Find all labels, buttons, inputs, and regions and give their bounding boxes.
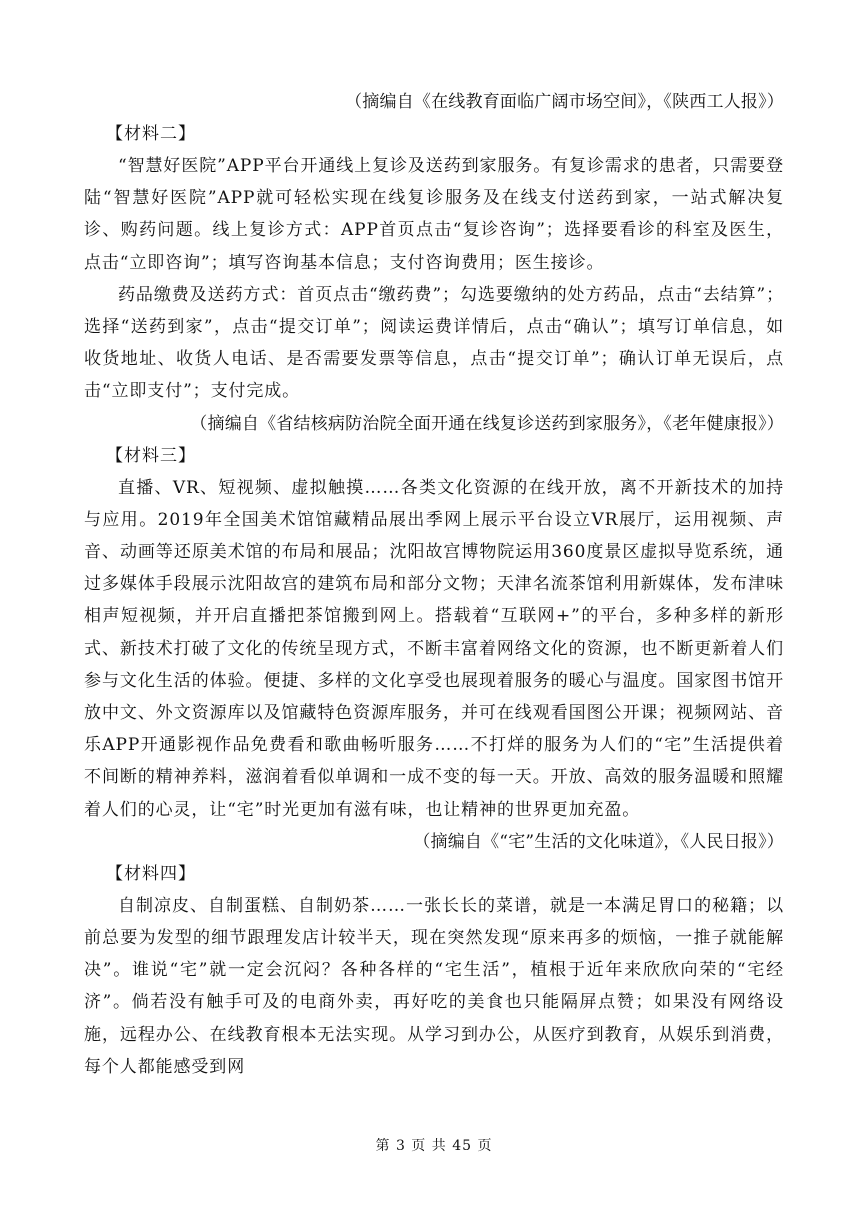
material-3-paragraph-1: 直播、VR、短视频、虚拟触摸……各类文化资源的在线开放，离不开新技术的加持与应用。2019年全国美术馆馆藏精品展出季网上展示平台设立VR展厅，运用视频、声音、动画等还原美术馆的布局和展品；沈阳故宫博物院运用360度景区虚拟导览系统，通过多媒体手段展示沈阳故宫的建筑布局和部分文物；天津名流茶馆利用新媒体，发布津味相声短视频，并开启直播把茶馆搬到网上。搭载着“互联网+”的平台，多种多样的新形式、新技术打破了文化的传统呈现方式，不断丰富着网络文化的资源，也不断更新着人们参与文化生活的体验。便捷、多样的文化享受也展现着服务的暖心与温度。国家图书馆开放中文、外文资源库以及馆藏特色资源库服务，并可在线观看国图公开课；视频网站、音乐APP开通影视作品免费看和歌曲畅听服务……不打烊的服务为人们的“宅”生活提供着不间断的精神养料，滋润着看似单调和一成不变的每一天。开放、高效的服务温暖和照耀着人们的心灵，让“宅”时光更加有滋有味，也让精神的世界更加充盈。 [84, 477, 784, 820]
source-citation-3: （摘编自《“宅”生活的文化味道》，《人民日报》） [413, 831, 784, 852]
source-citation-2: （摘编自《省结核病防治院全面开通在线复诊送药到家服务》，《老年健康报》） [190, 413, 784, 434]
material-2-paragraph-2: 药品缴费及送药方式：首页点击“缴药费”；勾选要缴纳的处方药品，点击“去结算”；选择“送药到家”，点击“提交订单”；阅读运费详情后，点击“确认”；填写订单信息，如收货地址、收货人电话、是否需要发票等信息，点击“提交订单”；确认订单无误后，点击“立即支付”；支付完成。 [84, 284, 784, 402]
section-heading-material-2: 【材料二】 [106, 124, 196, 144]
source-citation-1: （摘编自《在线教育面临广阔市场空间》，《陕西工人报》） [345, 92, 784, 112]
material-2-paragraph-1: “智慧好医院”APP平台开通线上复诊及送药到家服务。有复诊需求的患者，只需要登陆“智慧好医院”APP就可轻松实现在线复诊服务及在线支付送药到家，一站式解决复诊、购药问题。线上复诊方式：APP首页点击“复诊咨询”；选择要看诊的科室及医生，点击“立即咨询”；填写咨询基本信息；支付咨询费用；医生接诊。 [84, 156, 784, 273]
section-heading-material-3: 【材料三】 [106, 445, 196, 466]
material-4-paragraph-1: 自制凉皮、自制蛋糕、自制奶茶……一张长长的菜谱，就是一本满足胃口的秘籍；以前总要为发型的细节跟理发店计较半天，现在突然发现“原来再多的烦恼，一推子就能解决”。谁说“宅”就一定会沉闷？各种各样的“宅生活”，植根于近年来欣欣向荣的“宅经济”。倘若没有触手可及的电商外卖，再好吃的美食也只能隔屏点赞；如果没有网络设施，远程办公、在线教育根本无法实现。从学习到办公，从医疗到教育，从娱乐到消费，每个人都能感受到网 [84, 895, 784, 1077]
section-heading-material-4: 【材料四】 [106, 863, 196, 884]
page-number-footer: 第 3 页 共 45 页 [375, 1138, 493, 1154]
document-body [84, 86, 784, 1083]
